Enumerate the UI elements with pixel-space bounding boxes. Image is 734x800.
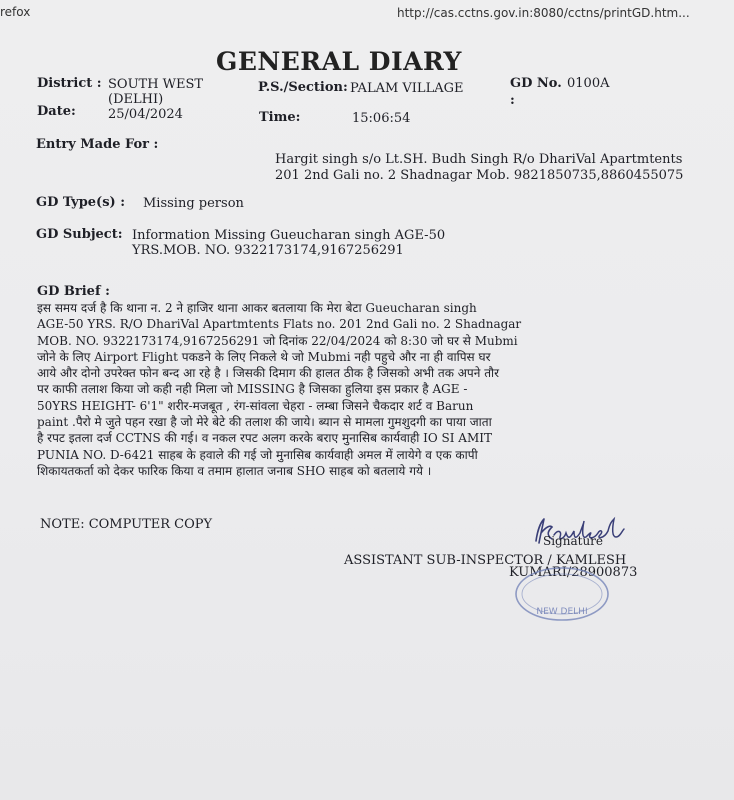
ps-section-value: PALAM VILLAGE — [350, 81, 464, 96]
gd-brief-line: पर काफी तलाश किया जो कही नही मिला जो MISSING है जिसका हुलिया इस प्रकार है AGE - — [37, 382, 468, 397]
gd-subject-line2: YRS.MOB. NO. 9322173174,9167256291 — [132, 243, 404, 258]
stamp-text: NEW DELHI — [536, 607, 588, 617]
gd-brief-line: 50YRS HEIGHT- 6'1" शरीर-मजबूत , रंग-सांवला चेहरा - लम्बा जिसने चैकदार शर्ट व Barun — [37, 398, 474, 413]
gd-brief-text — [37, 300, 627, 479]
gd-type-label: GD Type(s) : — [36, 195, 126, 210]
gd-brief-line: है रपट इतला दर्ज CCTNS की गई। व नकल रपट अलग करके बराए मुनासिब कार्यवाही IO SI AMIT — [37, 431, 493, 446]
gd-subject-line1: Information Missing Gueucharan singh AGE-50 — [132, 228, 446, 243]
gd-brief-line: PUNIA NO. D-6421 साहब के हवाले की गई जो मुनासिब कार्यवाही अमल में लायेगे व एक कापी — [37, 447, 478, 462]
gd-brief-label: GD Brief : — [37, 284, 110, 299]
gd-brief-line: आये और दोनो उपरेक्त फोन बन्द आ रहे है । जिसकी दिमाग की हालत ठीक है जिसको अभी तक अपने तौर — [37, 366, 500, 381]
gd-type-value: Missing person — [143, 196, 244, 211]
time-label: Time: — [259, 110, 301, 125]
gd-subject-label: GD Subject: — [36, 227, 123, 242]
gd-brief-line: MOB. NO. 9322173174,9167256291 जो दिनांक 22/04/2024 को 8:30 जो घर से Mubmi — [37, 333, 518, 348]
gd-brief-line: AGE-50 YRS. R/O DhariVal Apartmtents Flats no. 201 2nd Gali no. 2 Shadnagar — [37, 317, 522, 332]
district-label: District : — [37, 76, 102, 91]
gd-no-value: 0100A — [567, 76, 610, 91]
computer-copy-note: NOTE: COMPUTER COPY — [40, 517, 213, 532]
browser-url[interactable]: http://cas.cctns.gov.in:8080/cctns/printGD.htm... — [397, 6, 690, 20]
entry-made-for-line1: Hargit singh s/o Lt.SH. Budh Singh R/o DhariVal Apartmtents — [275, 152, 683, 167]
date-label: Date: — [37, 104, 76, 119]
entry-made-for-line2: 201 2nd Gali no. 2 Shadnagar Mob. 9821850735,8860455075 — [275, 168, 684, 183]
document-title: GENERAL DIARY — [216, 47, 462, 76]
gd-brief-line: paint .पैरो मे जुते पहन रखा है जो मेरे बेटे की तलाश की जाये। ब्यान से मामला गुमशुदगी का पाया जाता — [37, 415, 492, 430]
ps-section-label: P.S./Section: — [258, 80, 348, 95]
district-value-line2: (DELHI) — [108, 92, 164, 107]
district-value: SOUTH WEST — [108, 77, 204, 92]
officer-designation: ASSISTANT SUB-INSPECTOR / KAMLESH — [344, 553, 627, 568]
signature-label: Signature — [543, 534, 604, 548]
gd-no-label: GD No. — [510, 76, 562, 91]
entry-made-for-label: Entry Made For : — [36, 137, 159, 152]
gd-brief-line: शिकायतकर्ता को देकर फारिक किया व तमाम हालात जनाब SHO साहब को बतलाये गये । — [37, 463, 432, 478]
gd-brief-line: जोने के लिए Airport Flight पकडने के लिए निकले थे जो Mubmi नही पहुचे और ना ही वापिस घर — [37, 349, 491, 364]
gd-no-colon: : — [510, 93, 515, 108]
time-value: 15:06:54 — [352, 111, 411, 126]
police-stamp — [512, 566, 612, 624]
gd-brief-line: इस समय दर्ज है कि थाना न. 2 ने हाजिर थाना आकर बतलाया कि मेरा बेटा Gueucharan singh — [37, 301, 477, 315]
date-value: 25/04/2024 — [108, 107, 183, 122]
officer-id: KUMARI/28900873 — [509, 565, 638, 580]
browser-title-fragment: refox — [0, 5, 31, 19]
